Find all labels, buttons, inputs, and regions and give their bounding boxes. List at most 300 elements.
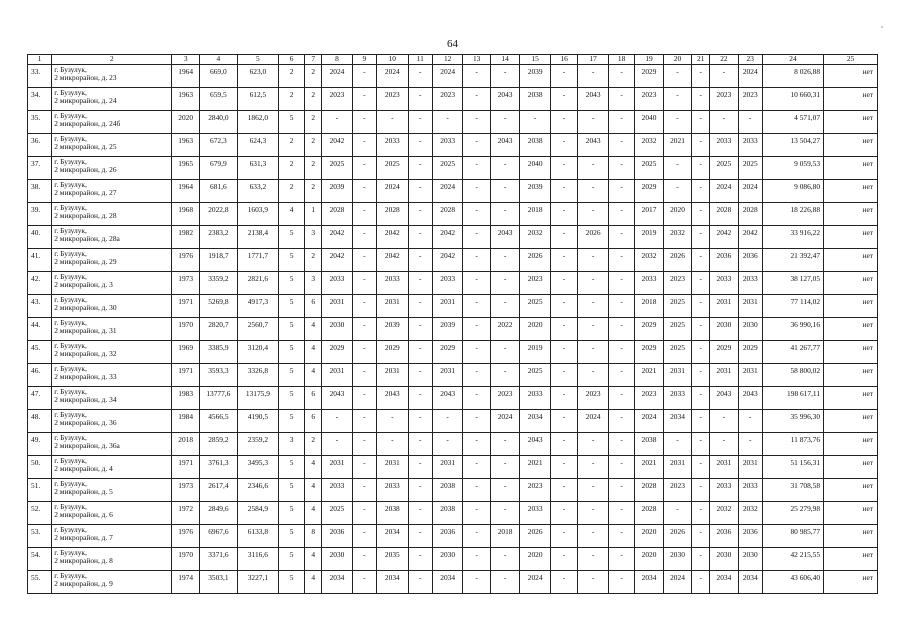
- table-cell-col-16: -: [550, 525, 577, 548]
- table-cell-col-23: 2033: [738, 272, 762, 295]
- table-row: [28, 548, 878, 571]
- table-row: [28, 364, 878, 387]
- table-cell-col-20: 2021: [663, 134, 691, 157]
- table-cell-col-24: 21 392,47: [762, 249, 823, 272]
- table-cell-col-24: 25 279,98: [762, 502, 823, 525]
- table-cell-col-17: -: [578, 548, 609, 571]
- table-cell-col-6: 2: [278, 134, 304, 157]
- table-cell-col-11: -: [408, 456, 432, 479]
- table-cell-col-1: 33.: [28, 65, 52, 88]
- address-city: г. Бузулук,: [54, 318, 87, 327]
- table-cell-col-25: нет: [824, 180, 878, 203]
- table-cell-col-18: -: [608, 318, 634, 341]
- table-cell-col-14: -: [490, 272, 520, 295]
- table-cell-col-6: 5: [278, 318, 304, 341]
- table-cell-col-1: 36.: [28, 134, 52, 157]
- table-cell-col-10: 2024: [377, 65, 409, 88]
- table-cell-col-14: -: [490, 502, 520, 525]
- table-cell-col-17: -: [578, 456, 609, 479]
- table-cell-col-25: нет: [824, 65, 878, 88]
- address-house: 2 микрорайон, д. 9: [54, 578, 113, 588]
- table-cell-col-22: 2042: [710, 226, 738, 249]
- table-cell-col-3: 2020: [172, 111, 199, 134]
- table-cell-col-15: 2019: [520, 341, 551, 364]
- table-cell-col-20: -: [663, 88, 691, 111]
- table-cell-col-3: 1965: [172, 157, 199, 180]
- table-cell-col-5: 2584,9: [237, 502, 278, 525]
- table-cell-col-21: -: [692, 364, 710, 387]
- address-house: 2 микрорайон, д. 23: [54, 72, 117, 82]
- table-cell-col-18: -: [608, 548, 634, 571]
- table-cell-col-6: 5: [278, 249, 304, 272]
- table-cell-col-19: 2021: [635, 456, 663, 479]
- table-cell-col-2: [52, 180, 172, 203]
- table-row: [28, 318, 878, 341]
- table-body: [28, 65, 878, 594]
- table-cell-col-9: -: [352, 318, 376, 341]
- table-cell-col-24: 77 114,02: [762, 295, 823, 318]
- table-cell-col-3: 1970: [172, 548, 199, 571]
- table-cell-col-14: -: [490, 479, 520, 502]
- table-row: [28, 387, 878, 410]
- column-header-12: 12: [432, 55, 463, 65]
- table-cell-col-4: 6967,6: [199, 525, 237, 548]
- table-cell-col-10: 2035: [377, 548, 409, 571]
- table-cell-col-16: -: [550, 341, 577, 364]
- table-cell-col-23: 2033: [738, 134, 762, 157]
- table-cell-col-14: 2018: [490, 525, 520, 548]
- table-cell-col-19: 2017: [635, 203, 663, 226]
- table-cell-col-18: -: [608, 134, 634, 157]
- column-header-17: 17: [578, 55, 609, 65]
- address-city: г. Бузулук,: [54, 295, 87, 304]
- table-cell-col-1: 38.: [28, 180, 52, 203]
- table-row: [28, 111, 878, 134]
- column-header-20: 20: [663, 55, 691, 65]
- table-cell-col-16: -: [550, 180, 577, 203]
- table-cell-col-12: 2028: [432, 203, 463, 226]
- table-cell-col-6: 4: [278, 203, 304, 226]
- table-cell-col-18: -: [608, 571, 634, 594]
- table-cell-col-1: 48.: [28, 410, 52, 433]
- table-cell-col-14: -: [490, 295, 520, 318]
- table-cell-col-6: 2: [278, 180, 304, 203]
- table-cell-col-19: 2019: [635, 226, 663, 249]
- table-cell-col-6: 5: [278, 571, 304, 594]
- table-cell-col-25: нет: [824, 295, 878, 318]
- table-cell-col-22: 2034: [710, 571, 738, 594]
- table-cell-col-4: 3385,9: [199, 341, 237, 364]
- table-cell-col-20: -: [663, 433, 691, 456]
- table-cell-col-2: [52, 525, 172, 548]
- table-cell-col-18: -: [608, 502, 634, 525]
- address-city: г. Бузулук,: [54, 203, 87, 212]
- table-cell-col-22: 2024: [710, 180, 738, 203]
- table-cell-col-3: 1972: [172, 502, 199, 525]
- table-cell-col-2: [52, 249, 172, 272]
- address-house: 2 микрорайон, д. 25: [54, 141, 117, 151]
- table-cell-col-17: -: [578, 525, 609, 548]
- table-cell-col-15: 2024: [520, 571, 551, 594]
- table-cell-col-23: 2036: [738, 249, 762, 272]
- table-cell-col-17: -: [578, 364, 609, 387]
- table-cell-col-7: 2: [305, 88, 322, 111]
- table-cell-col-5: 6133,8: [237, 525, 278, 548]
- table-cell-col-7: 4: [305, 502, 322, 525]
- table-cell-col-12: 2033: [432, 134, 463, 157]
- table-cell-col-13: -: [463, 134, 490, 157]
- table-cell-col-17: -: [578, 571, 609, 594]
- table-cell-col-13: -: [463, 157, 490, 180]
- table-cell-col-20: 2023: [663, 272, 691, 295]
- table-cell-col-5: 13175,9: [237, 387, 278, 410]
- table-cell-col-17: 2024: [578, 410, 609, 433]
- address-city: г. Бузулук,: [54, 548, 87, 557]
- table-row: [28, 157, 878, 180]
- table-cell-col-13: -: [463, 387, 490, 410]
- table-cell-col-14: 2023: [490, 387, 520, 410]
- table-cell-col-13: -: [463, 249, 490, 272]
- table-cell-col-7: 4: [305, 318, 322, 341]
- address-house: 2 микрорайон, д. 30: [54, 302, 117, 312]
- address-house: 2 микрорайон, д. 28а: [54, 233, 120, 243]
- table-row: [28, 341, 878, 364]
- table-cell-col-20: 2026: [663, 249, 691, 272]
- table-cell-col-13: -: [463, 479, 490, 502]
- table-cell-col-3: 1983: [172, 387, 199, 410]
- table-cell-col-23: 2030: [738, 548, 762, 571]
- table-cell-col-24: 42 215,55: [762, 548, 823, 571]
- table-cell-col-20: 2034: [663, 410, 691, 433]
- table-cell-col-8: 2030: [322, 548, 353, 571]
- table-cell-col-5: 623,0: [237, 65, 278, 88]
- table-cell-col-11: -: [408, 410, 432, 433]
- table-cell-col-13: -: [463, 364, 490, 387]
- table-cell-col-23: -: [738, 410, 762, 433]
- table-cell-col-1: 40.: [28, 226, 52, 249]
- table-cell-col-5: 2359,2: [237, 433, 278, 456]
- table-cell-col-10: 2028: [377, 203, 409, 226]
- table-cell-col-15: 2025: [520, 364, 551, 387]
- table-cell-col-22: 2030: [710, 548, 738, 571]
- table-cell-col-16: -: [550, 318, 577, 341]
- table-cell-col-20: 2031: [663, 364, 691, 387]
- table-cell-col-4: 1918,7: [199, 249, 237, 272]
- table-cell-col-12: -: [432, 433, 463, 456]
- table-cell-col-7: 3: [305, 226, 322, 249]
- address-city: г. Бузулук,: [54, 410, 87, 419]
- table-cell-col-13: -: [463, 226, 490, 249]
- table-cell-col-24: 41 267,77: [762, 341, 823, 364]
- table-cell-col-15: 2040: [520, 157, 551, 180]
- table-cell-col-21: -: [692, 571, 710, 594]
- table-cell-col-18: -: [608, 180, 634, 203]
- table-cell-col-2: [52, 88, 172, 111]
- table-cell-col-23: 2031: [738, 364, 762, 387]
- column-header-7: 7: [305, 55, 322, 65]
- address-house: 2 микрорайон, д. 33: [54, 371, 117, 381]
- table-cell-col-14: -: [490, 456, 520, 479]
- table-cell-col-14: -: [490, 180, 520, 203]
- column-header-9: 9: [352, 55, 376, 65]
- table-cell-col-5: 631,3: [237, 157, 278, 180]
- table-cell-col-2: [52, 548, 172, 571]
- table-cell-col-16: -: [550, 65, 577, 88]
- table-cell-col-8: 2036: [322, 525, 353, 548]
- table-cell-col-15: 2021: [520, 456, 551, 479]
- table-cell-col-11: -: [408, 226, 432, 249]
- table-cell-col-12: 2043: [432, 387, 463, 410]
- table-cell-col-17: -: [578, 502, 609, 525]
- table-cell-col-21: -: [692, 249, 710, 272]
- table-cell-col-9: -: [352, 456, 376, 479]
- table-cell-col-9: -: [352, 226, 376, 249]
- table-cell-col-25: нет: [824, 249, 878, 272]
- table-cell-col-5: 624,3: [237, 134, 278, 157]
- table-cell-col-24: 43 606,40: [762, 571, 823, 594]
- table-cell-col-11: -: [408, 571, 432, 594]
- table-row: [28, 410, 878, 433]
- table-cell-col-3: 1982: [172, 226, 199, 249]
- table-cell-col-21: -: [692, 203, 710, 226]
- table-cell-col-24: 31 708,58: [762, 479, 823, 502]
- table-cell-col-4: 5269,8: [199, 295, 237, 318]
- table-row: [28, 203, 878, 226]
- table-cell-col-3: 1973: [172, 272, 199, 295]
- table-cell-col-4: 3371,6: [199, 548, 237, 571]
- table-cell-col-15: 2043: [520, 433, 551, 456]
- table-cell-col-24: 8 026,88: [762, 65, 823, 88]
- table-cell-col-16: -: [550, 134, 577, 157]
- address-city: г. Бузулук,: [54, 341, 87, 350]
- address-city: г. Бузулук,: [54, 272, 87, 281]
- table-cell-col-8: 2033: [322, 272, 353, 295]
- table-cell-col-7: 2: [305, 65, 322, 88]
- table-cell-col-7: 4: [305, 364, 322, 387]
- table-cell-col-20: 2031: [663, 456, 691, 479]
- table-cell-col-1: 42.: [28, 272, 52, 295]
- table-cell-col-8: 2023: [322, 88, 353, 111]
- address-city: г. Бузулук,: [54, 433, 87, 442]
- table-cell-col-22: 2043: [710, 387, 738, 410]
- table-cell-col-21: -: [692, 272, 710, 295]
- table-cell-col-20: 2023: [663, 479, 691, 502]
- table-cell-col-3: 1974: [172, 571, 199, 594]
- address-house: 2 микрорайон, д. 8: [54, 555, 113, 565]
- table-cell-col-7: 2: [305, 249, 322, 272]
- table-cell-col-15: 2039: [520, 180, 551, 203]
- table-cell-col-9: -: [352, 341, 376, 364]
- page-number: 64: [447, 38, 458, 50]
- table-cell-col-7: 2: [305, 111, 322, 134]
- table-cell-col-15: 2026: [520, 525, 551, 548]
- table-cell-col-25: нет: [824, 88, 878, 111]
- table-cell-col-9: -: [352, 134, 376, 157]
- table-cell-col-22: 2031: [710, 364, 738, 387]
- table-cell-col-4: 13777,6: [199, 387, 237, 410]
- table-cell-col-22: 2036: [710, 249, 738, 272]
- table-cell-col-2: [52, 571, 172, 594]
- table-cell-col-17: -: [578, 111, 609, 134]
- table-cell-col-10: 2031: [377, 456, 409, 479]
- table-cell-col-5: 2138,4: [237, 226, 278, 249]
- table-cell-col-8: 2031: [322, 364, 353, 387]
- table-cell-col-17: -: [578, 157, 609, 180]
- address-house: 2 микрорайон, д. 27: [54, 187, 117, 197]
- column-header-14: 14: [490, 55, 520, 65]
- table-cell-col-5: 4917,3: [237, 295, 278, 318]
- table-cell-col-10: 2039: [377, 318, 409, 341]
- table-cell-col-20: -: [663, 180, 691, 203]
- column-header-6: 6: [278, 55, 304, 65]
- table-cell-col-12: 2038: [432, 502, 463, 525]
- table-cell-col-9: -: [352, 571, 376, 594]
- table-cell-col-9: -: [352, 387, 376, 410]
- table-cell-col-17: -: [578, 249, 609, 272]
- table-cell-col-11: -: [408, 134, 432, 157]
- table-cell-col-17: -: [578, 203, 609, 226]
- table-cell-col-8: 2043: [322, 387, 353, 410]
- table-cell-col-24: 9 086,80: [762, 180, 823, 203]
- address-house: 2 микрорайон, д. 34: [54, 394, 117, 404]
- table-cell-col-15: 2026: [520, 249, 551, 272]
- table-cell-col-2: [52, 410, 172, 433]
- table-cell-col-12: 2042: [432, 226, 463, 249]
- table-cell-col-3: 1964: [172, 65, 199, 88]
- column-header-1: 1: [28, 55, 52, 65]
- table-cell-col-13: -: [463, 295, 490, 318]
- table-cell-col-25: нет: [824, 157, 878, 180]
- column-header-15: 15: [520, 55, 551, 65]
- table-cell-col-17: -: [578, 65, 609, 88]
- table-cell-col-25: нет: [824, 502, 878, 525]
- table-cell-col-2: [52, 134, 172, 157]
- table-cell-col-22: -: [710, 433, 738, 456]
- table-cell-col-2: [52, 111, 172, 134]
- table-cell-col-24: 80 985,77: [762, 525, 823, 548]
- table-cell-col-23: 2025: [738, 157, 762, 180]
- table-cell-col-15: 2023: [520, 479, 551, 502]
- address-city: г. Бузулук,: [54, 525, 87, 534]
- table-cell-col-7: 6: [305, 410, 322, 433]
- table-cell-col-23: 2024: [738, 180, 762, 203]
- table-cell-col-24: 9 059,53: [762, 157, 823, 180]
- address-house: 2 микрорайон, д. 36: [54, 417, 117, 427]
- table-cell-col-22: 2036: [710, 525, 738, 548]
- table-cell-col-10: 2042: [377, 226, 409, 249]
- table-cell-col-14: -: [490, 249, 520, 272]
- table-cell-col-14: -: [490, 571, 520, 594]
- table-cell-col-9: -: [352, 157, 376, 180]
- address-city: г. Бузулук,: [54, 364, 87, 373]
- table-cell-col-11: -: [408, 548, 432, 571]
- address-house: 2 микрорайон, д. 36а: [54, 440, 120, 450]
- table-row: [28, 134, 878, 157]
- scan-speck: [881, 26, 883, 28]
- table-cell-col-25: нет: [824, 479, 878, 502]
- table-cell-col-11: -: [408, 180, 432, 203]
- table-cell-col-8: 2042: [322, 226, 353, 249]
- address-city: г. Бузулук,: [54, 456, 87, 465]
- column-header-19: 19: [635, 55, 663, 65]
- table-cell-col-7: 4: [305, 548, 322, 571]
- table-cell-col-22: -: [710, 410, 738, 433]
- table-cell-col-14: -: [490, 548, 520, 571]
- table-cell-col-19: 2040: [635, 111, 663, 134]
- table-cell-col-7: 3: [305, 272, 322, 295]
- table-cell-col-8: 2031: [322, 456, 353, 479]
- table-cell-col-1: 46.: [28, 364, 52, 387]
- table-cell-col-21: -: [692, 65, 710, 88]
- table-cell-col-18: -: [608, 295, 634, 318]
- table-cell-col-15: 2032: [520, 226, 551, 249]
- table-cell-col-8: 2024: [322, 65, 353, 88]
- table-cell-col-4: 4566,5: [199, 410, 237, 433]
- table-cell-col-19: 2020: [635, 548, 663, 571]
- table-cell-col-19: 2021: [635, 364, 663, 387]
- table-cell-col-11: -: [408, 433, 432, 456]
- table-cell-col-10: 2023: [377, 88, 409, 111]
- table-cell-col-10: 2033: [377, 272, 409, 295]
- address-city: г. Бузулук,: [54, 479, 87, 488]
- address-house: 2 микрорайон, д. 31: [54, 325, 117, 335]
- table-cell-col-5: 1862,0: [237, 111, 278, 134]
- table-cell-col-23: -: [738, 111, 762, 134]
- table-cell-col-17: 2026: [578, 226, 609, 249]
- table-cell-col-24: 51 156,31: [762, 456, 823, 479]
- table-cell-col-20: -: [663, 111, 691, 134]
- table-cell-col-24: 33 916,22: [762, 226, 823, 249]
- table-row: [28, 249, 878, 272]
- table-cell-col-24: 36 990,16: [762, 318, 823, 341]
- table-cell-col-2: [52, 226, 172, 249]
- table-cell-col-17: 2043: [578, 134, 609, 157]
- table-cell-col-25: нет: [824, 387, 878, 410]
- table-cell-col-14: -: [490, 157, 520, 180]
- table-cell-col-22: -: [710, 111, 738, 134]
- table-cell-col-13: -: [463, 525, 490, 548]
- table-cell-col-22: 2031: [710, 456, 738, 479]
- table-cell-col-19: 2032: [635, 134, 663, 157]
- table-cell-col-18: -: [608, 111, 634, 134]
- table-cell-col-4: 681,6: [199, 180, 237, 203]
- table-cell-col-16: -: [550, 571, 577, 594]
- table-cell-col-7: 6: [305, 387, 322, 410]
- table-cell-col-21: -: [692, 157, 710, 180]
- table-cell-col-18: -: [608, 65, 634, 88]
- table-cell-col-22: 2033: [710, 134, 738, 157]
- table-cell-col-5: 2560,7: [237, 318, 278, 341]
- table-cell-col-1: 52.: [28, 502, 52, 525]
- table-cell-col-10: 2038: [377, 502, 409, 525]
- table-cell-col-2: [52, 295, 172, 318]
- table-cell-col-21: -: [692, 111, 710, 134]
- table-cell-col-6: 5: [278, 502, 304, 525]
- table-cell-col-25: нет: [824, 548, 878, 571]
- table-cell-col-6: 5: [278, 111, 304, 134]
- table-cell-col-12: 2033: [432, 272, 463, 295]
- table-cell-col-24: 4 571,07: [762, 111, 823, 134]
- table-cell-col-22: 2030: [710, 318, 738, 341]
- table-cell-col-22: 2033: [710, 479, 738, 502]
- table-cell-col-4: 2383,2: [199, 226, 237, 249]
- table-cell-col-23: 2028: [738, 203, 762, 226]
- table-cell-col-2: [52, 203, 172, 226]
- table-cell-col-21: -: [692, 479, 710, 502]
- table-cell-col-25: нет: [824, 203, 878, 226]
- table-cell-col-23: 2043: [738, 387, 762, 410]
- table-cell-col-3: 1971: [172, 456, 199, 479]
